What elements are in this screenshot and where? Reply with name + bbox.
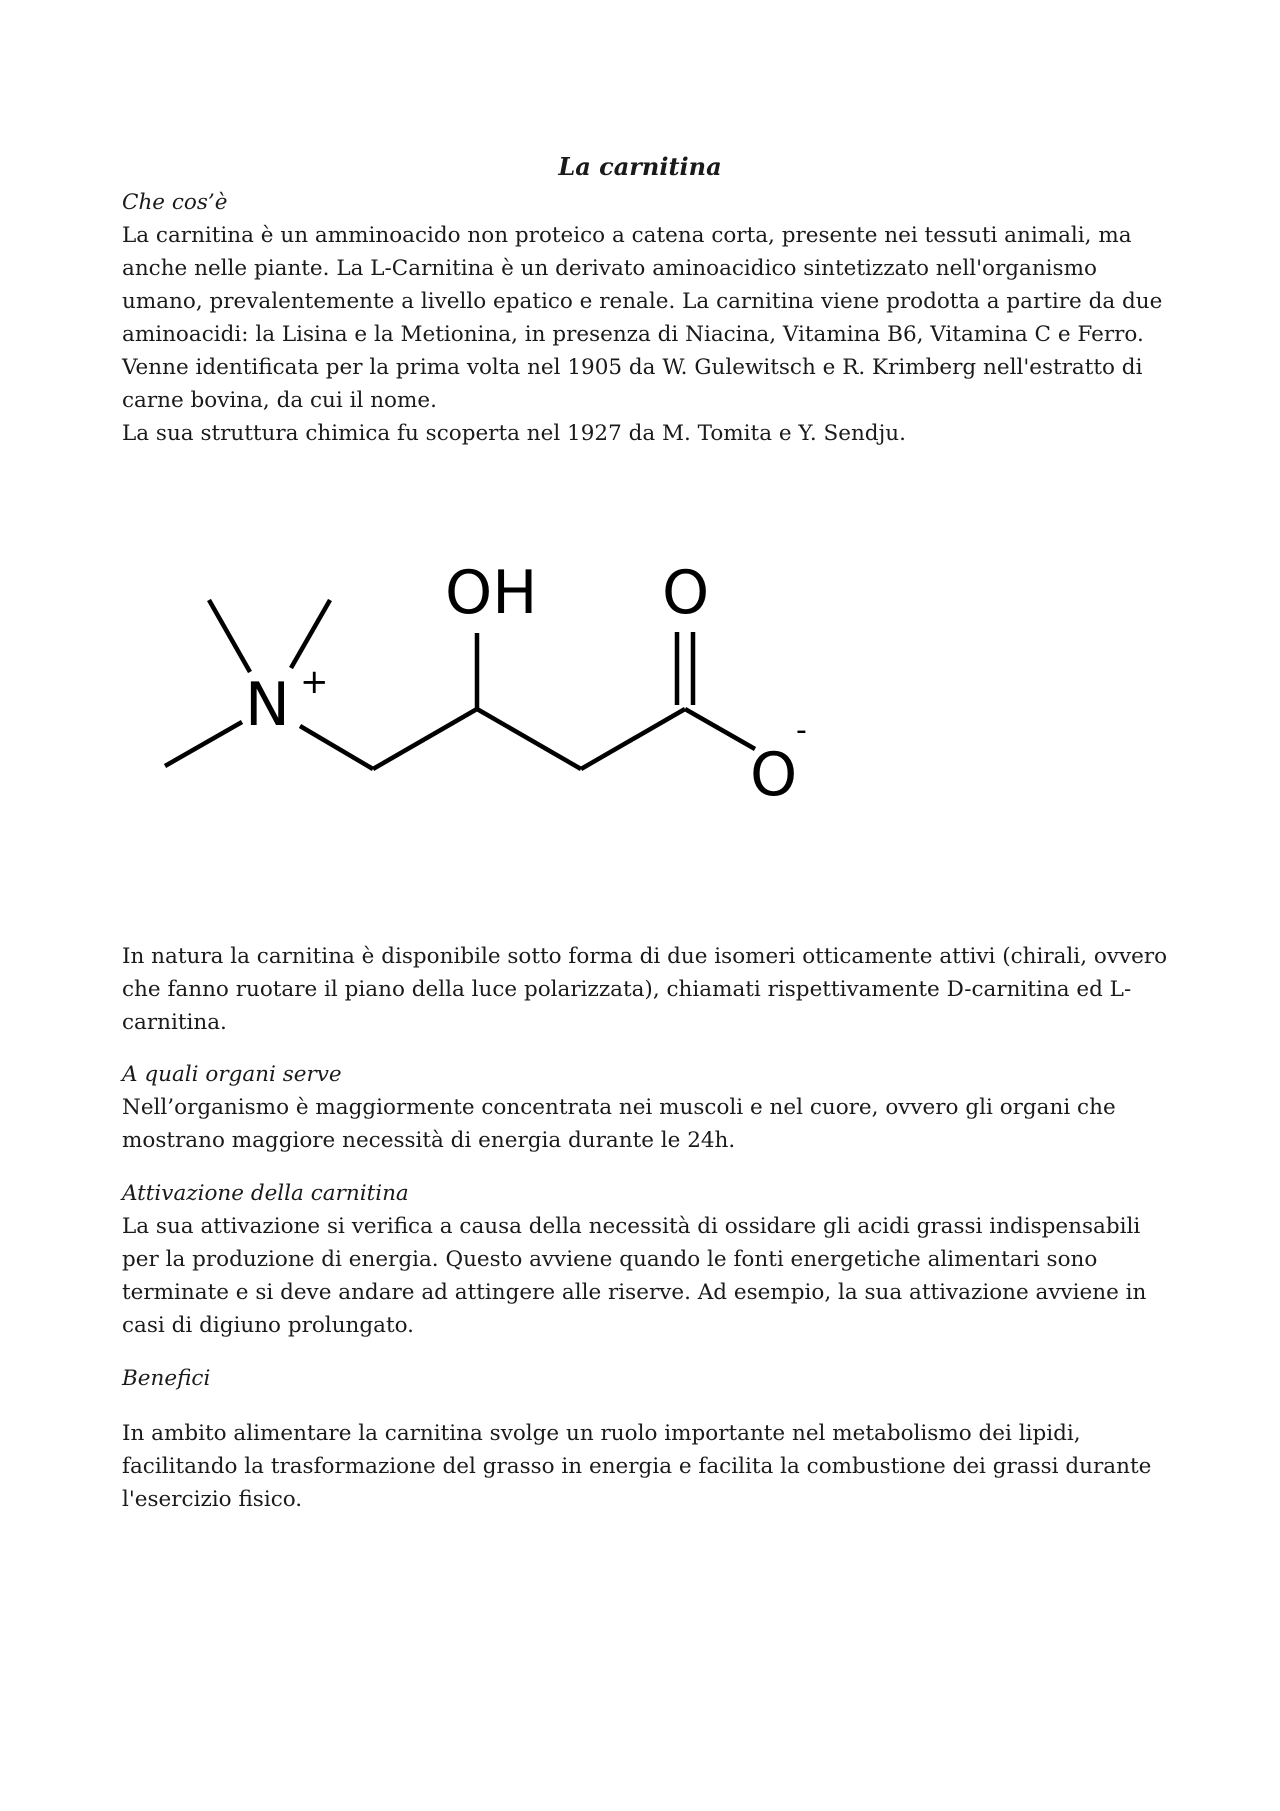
section-isomers (122, 940, 1182, 1039)
bond-c4-to-o-minus (685, 709, 755, 749)
intro-paragraph-1: La carnitina è un amminoacido non proteico a catena corta, presente nei tessuti animali, ma anche nelle piante. La L-Carnitina è un derivato aminoacidico sintetizzato nell'organismo umano, prevalentemente a livello epatico e renale. La carnitina viene prodotta a partire da due aminoacidi: la Lisina e la Metionina, in presenza di Niacina, Vitamina B6, Vitamina C e Ferro. (122, 223, 1163, 347)
section-heading-activation: Attivazione della carnitina (122, 1181, 409, 1206)
atom-label-nitrogen: N (245, 670, 290, 740)
atom-label-hydroxyl: OH (445, 558, 538, 628)
atom-label-carboxylate-oxygen: O (750, 740, 798, 810)
section-organs (122, 1058, 1182, 1157)
bond-methyl-upper-left (209, 600, 250, 672)
section-benefits (122, 1417, 1182, 1516)
section-intro (122, 186, 1182, 450)
section-heading-benefits: Benefici (122, 1366, 211, 1391)
carnitine-structure-diagram (150, 540, 850, 820)
atom-label-carbonyl-oxygen: O (662, 558, 710, 628)
activation-paragraph: La sua attivazione si verifica a causa della necessità di ossidare gli acidi grassi indispensabili per la produzione di energia. Questo avviene quando le fonti energetiche alimentari sono terminate e si deve andare ad attingere alle riserve. Ad esempio, la sua attivazione avviene in casi di digiuno prolungato. (122, 1214, 1147, 1338)
section-heading-organs: A quali organi serve (122, 1062, 342, 1087)
charge-label-positive: + (300, 662, 329, 702)
bond-c3-to-c4 (581, 709, 685, 769)
isomers-paragraph: In natura la carnitina è disponibile sotto forma di due isomeri otticamente attivi (chirali, ovvero che fanno ruotare il piano della luce polarizzata), chiamati rispettivamente D-carnitina ed L-carnitina. (122, 944, 1168, 1035)
bond-c1-to-c2 (373, 709, 477, 769)
bond-methyl-lower-left (165, 722, 242, 766)
organs-paragraph: Nell’organismo è maggiormente concentrata nei muscoli e nel cuore, ovvero gli organi che mostrano maggiore necessità di energia durante le 24h. (122, 1095, 1116, 1153)
document-title: La carnitina (558, 152, 722, 181)
intro-paragraph-3: La sua struttura chimica fu scoperta nel 1927 da M. Tomita e Y. Sendju. (122, 421, 906, 446)
benefits-paragraph: In ambito alimentare la carnitina svolge un ruolo importante nel metabolismo dei lipidi, facilitando la trasformazione del grasso in energia e facilita la combustione dei grassi durante l'esercizio fisico. (122, 1421, 1152, 1512)
bond-c2-to-c3 (477, 709, 581, 769)
bond-n-to-c1 (300, 726, 373, 769)
section-heading-intro: Che cos’è (122, 190, 228, 215)
charge-label-negative: - (796, 713, 807, 748)
section-benefits-heading-block (122, 1362, 1182, 1395)
section-activation (122, 1177, 1182, 1342)
intro-paragraph-2: Venne identificata per la prima volta nel 1905 da W. Gulewitsch e R. Krimberg nell'estratto di carne bovina, da cui il nome. (122, 355, 1143, 413)
bond-methyl-upper-right (291, 600, 330, 668)
